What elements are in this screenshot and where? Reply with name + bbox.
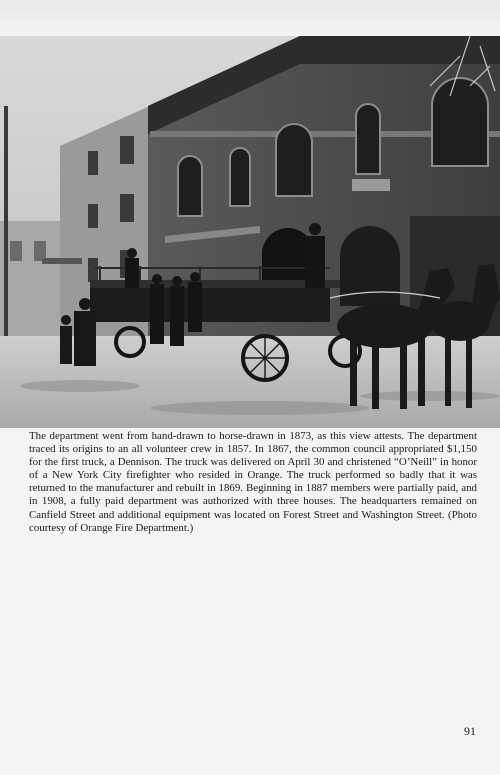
historic-photo-horse-drawn-fire-truck bbox=[0, 36, 500, 428]
page-top-margin bbox=[0, 0, 500, 36]
photo-illustration bbox=[0, 36, 500, 428]
photo-caption: The department went from hand-drawn to horse-drawn in 1873, as this view attests. The department traced its origins to an all volunteer crew in 1857. In 1867, the common council appropriated $1,150 for the first truck, a Dennison. The truck was delivered on April 30 and christened “O’Neill” in honor of a New York City firefighter who resided in Orange. The truck performed so badly that it was returned to the manufacturer and rebuilt in 1869. Beginning in 1887 members were partially paid, and in 1908, a fully paid department was authorized with three houses. The headquarters remained on Canfield Street and additional equipment was located on Forest Street and Washington Street. (Photo courtesy of Orange Fire Department.) bbox=[29, 430, 477, 534]
page-number: 91 bbox=[464, 724, 476, 738]
